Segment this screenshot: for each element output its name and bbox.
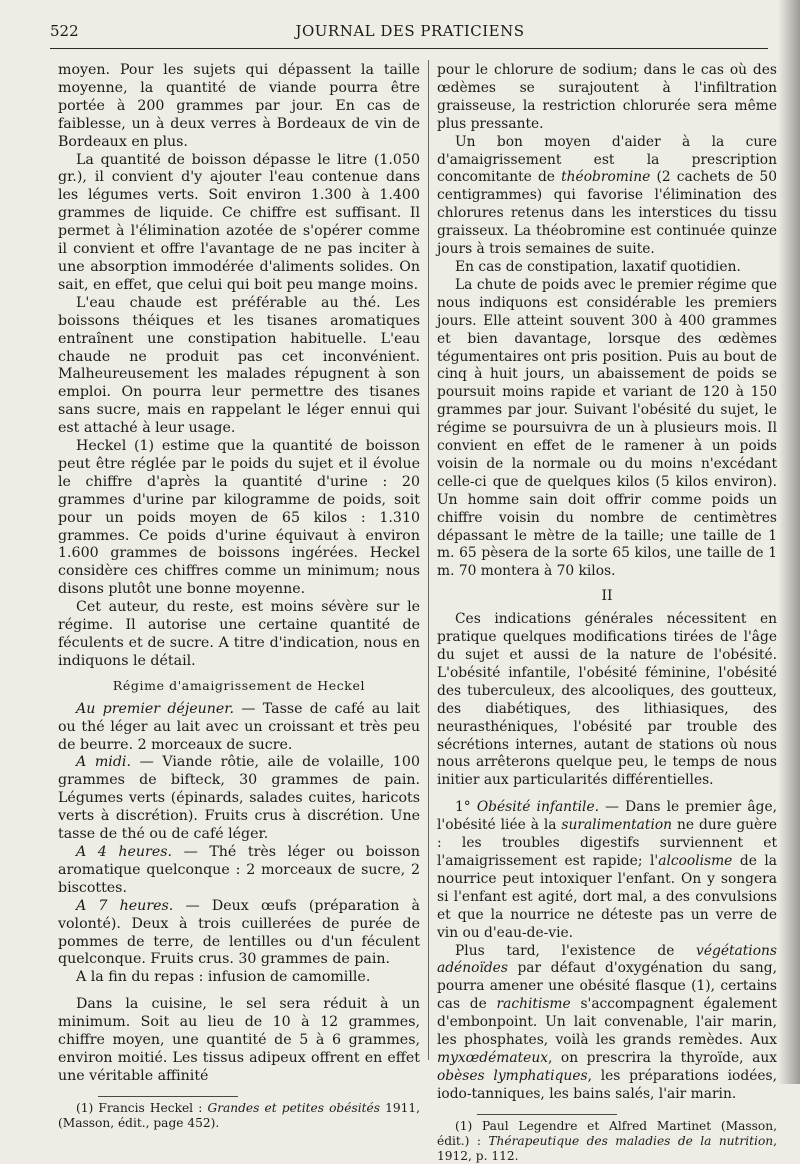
footnote-author: (1) Francis Heckel : [76, 1100, 208, 1115]
paragraph: Plus tard, l'existence de végétations adénoïdes par défaut d'oxygénation du sang, pourra amener une obésité flasque (1), certains cas de rachitisme s'accompagnent également d'embonpoint. Un lait convenable, l'air marin, les phosphates, voilà les grands remèdes. Aux myxœdémateux, on prescrira la thyroïde, aux obèses lymphatiques, les préparations iodées, iodo-tanniques, les bains salés, l'air marin. [437, 942, 777, 1102]
paragraph: Ces indications générales nécessitent en pratique quelques modifications tirées de l'âge du sujet et aussi de la nature de l'obésité. L'obésité infantile, l'obésité féminine, l'obésité des tuberculeux, des alcooliques, des goutteux, des diabétiques, des lithiasiques, des neurasthéniques, l'obésité par trouble des sécrétions internes, autant de stations où nous nous arrêterons quelque peu, le temps de nous initier aux particularités différentielles. [437, 611, 777, 789]
emphasis: rachitisme [496, 996, 571, 1013]
footnote-rule [98, 1096, 238, 1097]
paragraph: pour le chlorure de sodium; dans le cas où des œdèmes se surajoutent à l'infiltration graisseuse, la restriction chlorurée sera même plus pressante. [437, 62, 777, 132]
footnote [58, 1101, 420, 1131]
footnote-title: Grandes et petites obésités [207, 1100, 380, 1115]
meal-noon [58, 754, 420, 844]
column-divider [428, 60, 429, 1060]
paragraph: moyen. Pour les sujets qui dépassent la taille moyenne, la quantité de viande pourra être portée à 200 grammes par jour. En cas de faiblesse, un à deux verres à Bordeaux de vin de Bordeaux en plus. [58, 62, 420, 150]
journal-title: JOURNAL DES PRATICIENS [295, 22, 525, 40]
footnote [437, 1119, 777, 1164]
paragraph: Heckel (1) estime que la quantité de boisson peut être réglée par le poids du sujet et il évolue le chiffre d'après la quantité d'urine : 20 grammes d'urine par kilogramme de poids, soit pour un poids moyen de 65 kilos : 1.310 grammes. Ce poids d'urine équivaut à environ 1.600 grammes de boissons ingérées. Heckel considère ces chiffres comme un minimum; nous disons plutôt une bonne moyenne. [58, 438, 420, 598]
emphasis: myxœdémateux [437, 1049, 548, 1066]
paragraph: La quantité de boisson dépasse le litre (1.050 gr.), il convient d'y ajouter l'eau contenue dans les légumes verts. Soit environ 1.300 à 1.400 grammes de liquide. Ce chiffre est suffisant. Il permet à l'élimination azotée de s'opérer comme il convient et offre l'avantage de ne pas inciter à une absorption immodérée d'aliments solides. On sait, en effet, que celui qui boit peu mange moins. [58, 151, 420, 293]
meal-label: A 7 heures. [76, 897, 174, 914]
emphasis: théobromine [561, 169, 651, 186]
meal-text: — Deux œufs (préparation à volonté). Deux à trois cuillerées de purée de pommes de terre, de lentilles ou d'un féculent quelconque. Fruits crus. 30 grammes de pain. [58, 897, 420, 968]
footnote-rule [477, 1114, 617, 1115]
footnote-details: , 1912, p. 112. [437, 1133, 778, 1163]
page-header [50, 22, 770, 48]
paragraph: Dans la cuisine, le sel sera réduit à un minimum. Soit au lieu de 10 à 12 grammes, chiffre moyen, une quantité de 5 à 6 grammes, environ moitié. Les tissus adipeux offrent en effet une véritable affinité [58, 996, 420, 1084]
footnote-title: Thérapeutique des maladies de la nutrition [488, 1133, 774, 1148]
paragraph: La chute de poids avec le premier régime que nous indiquons est considérable les premiers jours. Elle atteint souvent 300 à 400 grammes et bien davantage, lorsque des œdèmes tégumentaires ont pris position. Puis au bout de cinq à huit jours, un abaissement de poids se poursuit moins rapide et variant de 120 à 150 grammes par jour. Suivant l'obésité du sujet, le régime se poursuivra de un à plusieurs mois. Il convient en effet de le ramener à un poids voisin de la normale ou du moins n'excédant celle-ci que de quelques kilos (5 kilos environ). Un homme sain doit offrir comme poids un chiffre voisin du nombre de centimètres dépassant le mètre de la taille; une taille de 1 m. 65 pèsera de la sorte 65 kilos, une taille de 1 m. 70 montera à 70 kilos. [437, 276, 777, 580]
meal-text: — Viande rôtie, aile de volaille, 100 grammes de bifteck, 30 grammes de pain. Légumes verts (épinards, salades cuites, haricots verts à discrétion). Fruits crus à discrétion. Une tasse de thé ou de café léger. [58, 754, 420, 843]
meal-7pm [58, 898, 420, 970]
meal-text: — Thé très léger ou boisson aromatique quelconque : 2 morceaux de sucre, 2 biscottes. [58, 843, 420, 896]
meal-4pm [58, 844, 420, 898]
section-number: II [601, 588, 613, 605]
footnote-details: 1911, (Masson, édit., page 452). [58, 1100, 420, 1130]
paragraph: Cet auteur, du reste, est moins sévère sur le régime. Il autorise une certaine quantité de féculents et de sucre. A titre d'indication, nous en indiquons le détail. [58, 599, 420, 669]
footnote-author: (1) Paul Legendre et Alfred Martinet (Masson, édit.) : [437, 1118, 777, 1148]
meal-text: — Tasse de café au lait ou thé léger au lait avec un croissant et très peu de beurre. 2 morceaux de sucre. [58, 700, 420, 753]
page-number: 522 [50, 22, 79, 40]
emphasis: suralimentation [561, 817, 673, 834]
emphasis: alcoolisme [658, 852, 733, 869]
paragraph: En cas de constipation, laxatif quotidien. [455, 258, 741, 275]
header-rule [50, 48, 768, 49]
paragraph: 1° Obésité infantile. — Dans le premier âge, l'obésité liée à la suralimentation ne dure guère : les troubles digestifs surviennent et l'amaigrissement est rapide; l'alcoolisme de la nourrice peut intoxiquer l'enfant. On y songera si l'enfant est agité, dort mal, a des convulsions et que la nourrice ne déteste pas un verre de vin ou d'eau-de-vie. [437, 799, 777, 941]
regime-heading: Régime d'amaigrissement de Heckel [112, 677, 366, 693]
subsection-title: Obésité infantile. [476, 799, 599, 816]
meal-end: A la fin du repas : infusion de camomille. [76, 969, 371, 986]
right-column [437, 62, 777, 1164]
meal-label: A 4 heures. [76, 843, 173, 860]
emphasis: végétations adénoïdes [437, 942, 777, 977]
paragraph: L'eau chaude est préférable au thé. Les boissons théiques et les tisanes aromatiques entraînent une constipation habituelle. L'eau chaude ne produit pas cet inconvénient. Malheureusement les malades répugnent à son emploi. On pourra leur permettre des tisanes sans sucre, mais en rappelant le léger ennui qui est attaché à leur usage. [58, 294, 420, 437]
meal-label: Au premier déjeuner. [76, 700, 235, 717]
meal-breakfast [58, 701, 420, 755]
left-column [58, 62, 420, 1131]
paragraph: Un bon moyen d'aider à la cure d'amaigrissement est la prescription concomitante de théobromine (2 cachets de 50 centigrammes) qui favorise l'élimination des chlorures retenus dans les interstices du tissu graisseux. La théobromine est continuée quinze jours à trois semaines de suite. [437, 133, 777, 258]
meal-label: A midi. [76, 754, 131, 771]
emphasis: obèses lymphatiques [437, 1067, 588, 1084]
